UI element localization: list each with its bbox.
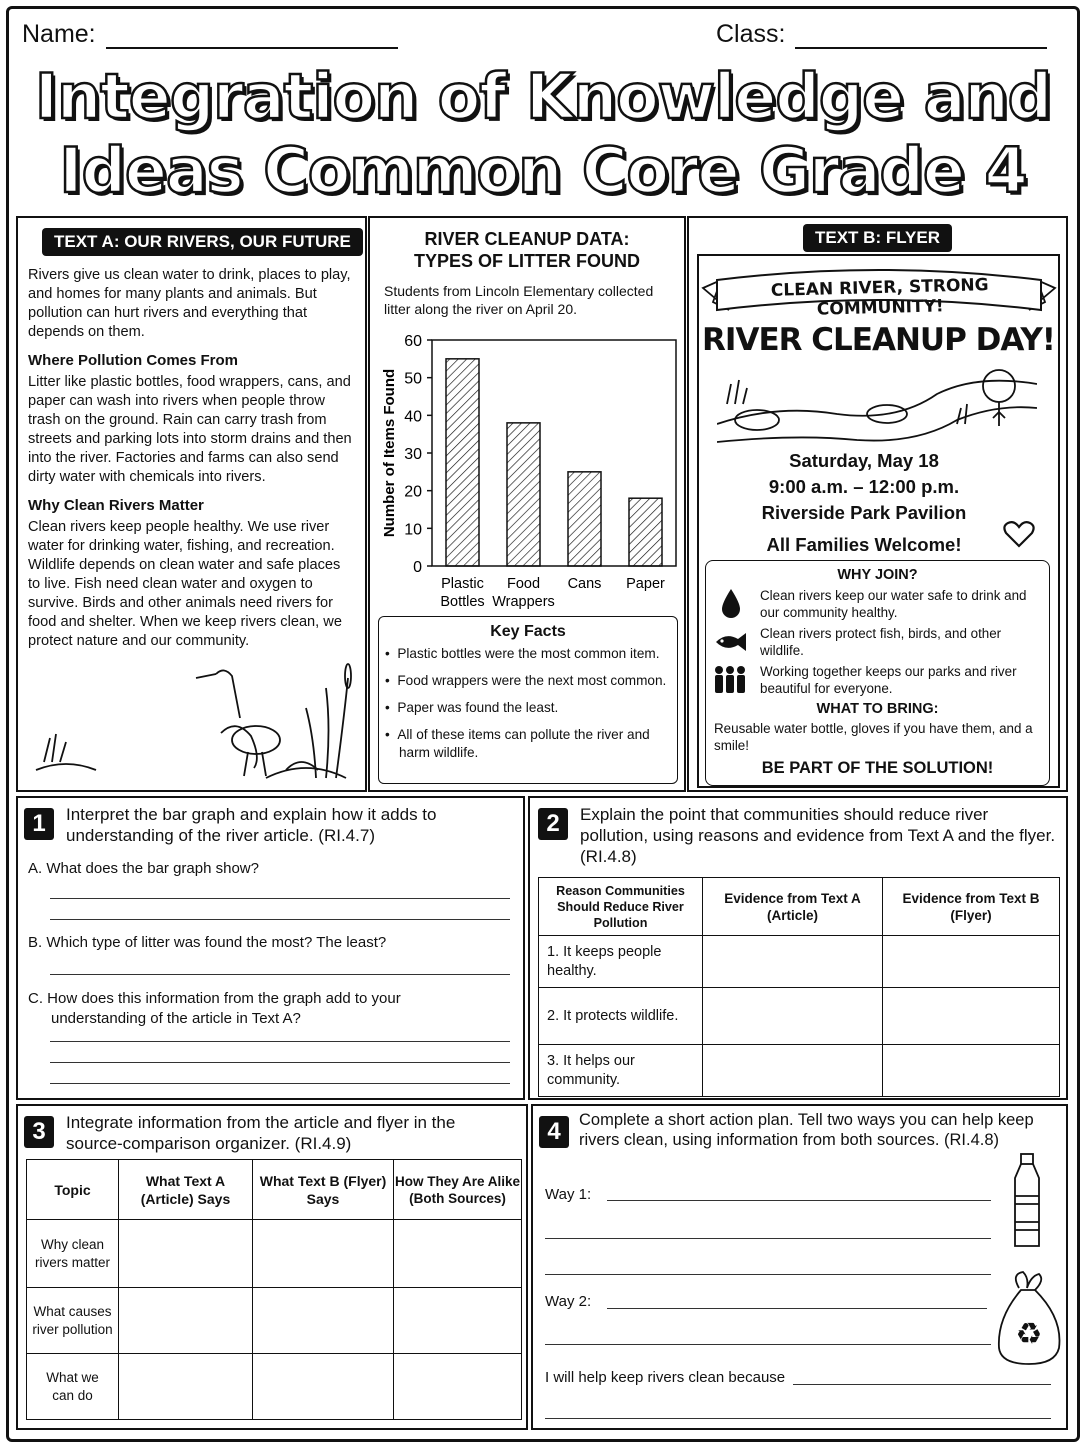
table-header-text-a: Evidence from Text A (Article): [703, 878, 883, 936]
reason-row-3: 3. It helps our community.: [539, 1045, 703, 1097]
question-1c-cont: understanding of the article in Text A?: [51, 1010, 301, 1027]
key-fact-3-text: Paper was found the least.: [397, 700, 559, 715]
topic-row-2: What causes river pollution: [27, 1288, 119, 1354]
way-1-line-3[interactable]: [545, 1274, 991, 1275]
x-tick-label: Plastic: [441, 576, 484, 592]
reasons-evidence-table: [538, 877, 1060, 1097]
y-axis-label: Number of Items Found: [381, 368, 398, 538]
class-row: [716, 20, 1047, 49]
way-2-line-2[interactable]: [545, 1344, 991, 1345]
text-a-para-2: Clean rivers keep people healthy. We use river water for drinking water, fishing, and recreation. Wildlife depends on clean water and safe places to live. Fish need clean water and oxygen to survive. Birds and other animals need rivers for food and shelter. When we keep rivers clean, we protect nature and our community.: [28, 519, 342, 649]
source-comparison-table: [26, 1159, 522, 1420]
chart-title-line-1: RIVER CLEANUP DATA:: [424, 229, 630, 249]
page-title: [0, 60, 1086, 208]
flyer-banner: CLEAN RIVER, STRONG COMMUNITY!: [770, 275, 989, 320]
flyer-place: Riverside Park Pavilion: [761, 502, 967, 523]
text-a-tag: TEXT A: OUR RIVERS, OUR FUTURE: [42, 228, 363, 256]
topic-row-1: Why clean rivers matter: [27, 1220, 119, 1288]
why-join-title: WHY JOIN?: [837, 567, 918, 583]
question-2-panel: [528, 796, 1068, 1100]
y-tick-label: 60: [404, 333, 422, 350]
evidence-a-cell[interactable]: [703, 936, 883, 988]
key-fact-1-text: Plastic bottles were the most common item.: [397, 646, 660, 661]
text-a-says-cell[interactable]: [119, 1220, 253, 1288]
what-to-bring-title: WHAT TO BRING:: [816, 701, 939, 717]
text-a-intro: Rivers give us clean water to drink, places to play, and homes for many plants and animals. But pollution can hurt rivers and everything that depends on them.: [28, 267, 351, 340]
y-tick-label: 30: [404, 446, 422, 463]
key-fact-1: • Plastic bottles were the most common item.: [385, 646, 660, 661]
text-a-para-1: Litter like plastic bottles, food wrappers, cans, and paper can wash into rivers when people throw trash on the ground. Rain can carry trash from streets and parking lots into storm drains and then into the river. Factories and farms can also send dirty water with chemicals into rivers.: [28, 374, 352, 485]
question-2-title: Explain the point that communities should reduce river pollution, using reasons and evidence from Text A and the flyer. (RI.4.8): [580, 805, 1056, 866]
question-1-title: Interpret the bar graph and explain how it adds to understanding of the river article. (RI.4.7): [66, 805, 437, 845]
key-facts-box: [378, 616, 678, 784]
table-header-alike: How They Are Alike (Both Sources): [394, 1160, 522, 1220]
name-row: [22, 20, 398, 49]
why-join-reason-2: Clean rivers protect fish, birds, and other wildlife.: [760, 626, 1002, 658]
question-1a: A. What does the bar graph show?: [28, 860, 259, 877]
answer-line-1a-1[interactable]: [50, 898, 510, 899]
answer-line-1a-2[interactable]: [50, 919, 510, 920]
text-b-says-cell[interactable]: [253, 1354, 394, 1420]
why-join-reason-1: Clean rivers keep our water safe to drink and our community healthy.: [760, 588, 1027, 620]
reason-row-1: 1. It keeps people healthy.: [539, 936, 703, 988]
question-3-title: Integrate information from the article and flyer in the source-comparison organizer. (RI.4.9): [66, 1113, 456, 1153]
because-line-1[interactable]: [793, 1384, 1051, 1385]
flyer: [697, 254, 1060, 788]
text-a-heading-2: Why Clean Rivers Matter: [28, 497, 204, 514]
flyer-tag: TEXT B: FLYER: [803, 224, 952, 252]
water-bottle-icon: [1007, 1152, 1047, 1252]
flyer-time: 9:00 a.m. – 12:00 p.m.: [768, 476, 960, 497]
evidence-a-cell[interactable]: [703, 988, 883, 1045]
text-b-says-cell[interactable]: [253, 1288, 394, 1354]
x-tick-label: Food: [506, 576, 541, 592]
way-2-line-1[interactable]: [607, 1308, 987, 1309]
flyer-headline: RIVER CLEANUP DAY!: [702, 322, 1055, 358]
question-4-title: Complete a short action plan. Tell two ways you can help keep rivers clean, using information from both sources. (RI.4.8): [579, 1111, 1034, 1149]
key-fact-3: • Paper was found the least.: [385, 700, 559, 715]
why-join-box: [705, 560, 1050, 786]
x-tick-label: Cans: [567, 576, 602, 592]
evidence-b-cell[interactable]: [883, 936, 1060, 988]
flyer-solution: BE PART OF THE SOLUTION!: [761, 759, 994, 777]
chart-panel: [368, 216, 686, 792]
recycle-bag-icon: [993, 1268, 1065, 1368]
text-a-panel: [16, 216, 367, 792]
answer-line-1c-3[interactable]: [50, 1083, 510, 1084]
y-tick-label: 20: [404, 483, 422, 501]
what-to-bring-text: Reusable water bottle, gloves if you have them, and a smile!: [714, 721, 1033, 753]
evidence-a-cell[interactable]: [703, 1045, 883, 1097]
y-tick-label: 40: [404, 408, 422, 426]
text-a-says-cell[interactable]: [119, 1354, 253, 1420]
people-icon: [712, 665, 748, 695]
way-1-line-2[interactable]: [545, 1238, 991, 1239]
class-field[interactable]: [795, 23, 1047, 49]
flyer-date: Saturday, May 18: [789, 450, 939, 471]
alike-cell[interactable]: [394, 1354, 522, 1420]
svg-text:♻: ♻: [1015, 1317, 1043, 1352]
key-fact-4: • All of these items can pollute the river and harm wildlife.: [385, 727, 650, 760]
alike-cell[interactable]: [394, 1220, 522, 1288]
chart-subtitle: Students from Lincoln Elementary collected litter along the river on April 20.: [384, 283, 654, 317]
flyer-welcome: All Families Welcome!: [766, 534, 962, 555]
heart-icon: [1003, 520, 1035, 548]
reason-row-2: 2. It protects wildlife.: [539, 988, 703, 1045]
question-1-panel: [16, 796, 525, 1100]
y-tick-label: 50: [404, 370, 422, 388]
key-facts-title: Key Facts: [490, 623, 566, 640]
fish-icon: [712, 631, 748, 653]
bar-chart: [370, 328, 684, 618]
table-header-text-b: Evidence from Text B (Flyer): [883, 878, 1060, 936]
key-fact-4-text: All of these items can pollute the river and harm wildlife.: [397, 727, 650, 760]
because-line-2[interactable]: [545, 1418, 1051, 1419]
heron-illustration: [26, 658, 361, 788]
title-line-2: Ideas Common Core Grade 4: [59, 134, 1027, 207]
bar-plastic-bottles: [446, 359, 479, 566]
question-2-number: 2: [538, 808, 568, 840]
class-label: Class:: [716, 20, 786, 48]
question-4-number: 4: [539, 1116, 569, 1148]
text-b-says-cell[interactable]: [253, 1220, 394, 1288]
answer-line-1c-2[interactable]: [50, 1062, 510, 1063]
bar-paper: [629, 498, 662, 566]
name-label: Name:: [22, 20, 96, 48]
y-tick-label: 10: [404, 521, 422, 539]
bar-food-wrappers: [507, 423, 540, 566]
key-fact-2: • Food wrappers were the next most common.: [385, 673, 667, 688]
table-header-text-b-says: What Text B (Flyer) Says: [253, 1160, 394, 1220]
why-join-reason-3: Working together keeps our parks and river beautiful for everyone.: [760, 664, 1017, 696]
flyer-panel: [687, 216, 1068, 792]
text-a-says-cell[interactable]: [119, 1288, 253, 1354]
because-label: I will help keep rivers clean because: [545, 1369, 786, 1386]
question-1b: B. Which type of litter was found the most? The least?: [28, 934, 387, 951]
evidence-b-cell[interactable]: [883, 1045, 1060, 1097]
text-a-heading-1: Where Pollution Comes From: [28, 352, 239, 369]
bar-cans: [568, 472, 601, 566]
answer-line-1b[interactable]: [50, 974, 510, 975]
way-1-line-1[interactable]: [607, 1200, 991, 1201]
table-header-text-a-says: What Text A (Article) Says: [119, 1160, 253, 1220]
evidence-b-cell[interactable]: [883, 988, 1060, 1045]
topic-row-3: What we can do: [27, 1354, 119, 1420]
name-field[interactable]: [106, 23, 398, 49]
y-tick-label: 0: [413, 559, 422, 576]
table-header-reason: Reason Communities Should Reduce River Pollution: [539, 878, 703, 936]
chart-title-line-2: TYPES OF LITTER FOUND: [413, 251, 640, 271]
question-4-panel: [531, 1104, 1068, 1430]
title-line-1: Integration of Knowledge and: [34, 60, 1052, 133]
key-fact-2-text: Food wrappers were the next most common.: [397, 673, 667, 688]
way-1-label: Way 1:: [545, 1186, 592, 1203]
x-tick-label: Bottles: [440, 594, 485, 610]
question-3-number: 3: [24, 1116, 54, 1148]
water-drop-icon: [718, 587, 744, 621]
question-3-panel: [16, 1104, 528, 1430]
question-1-number: 1: [24, 808, 54, 840]
table-header-topic: Topic: [27, 1160, 119, 1220]
river-illustration: [717, 364, 1037, 446]
alike-cell[interactable]: [394, 1288, 522, 1354]
question-1c: C. How does this information from the graph add to your: [28, 990, 401, 1007]
x-tick-label: Paper: [626, 576, 665, 592]
way-2-label: Way 2:: [545, 1293, 592, 1310]
x-tick-label: Wrappers: [492, 594, 555, 610]
answer-line-1c-1[interactable]: [50, 1041, 510, 1042]
